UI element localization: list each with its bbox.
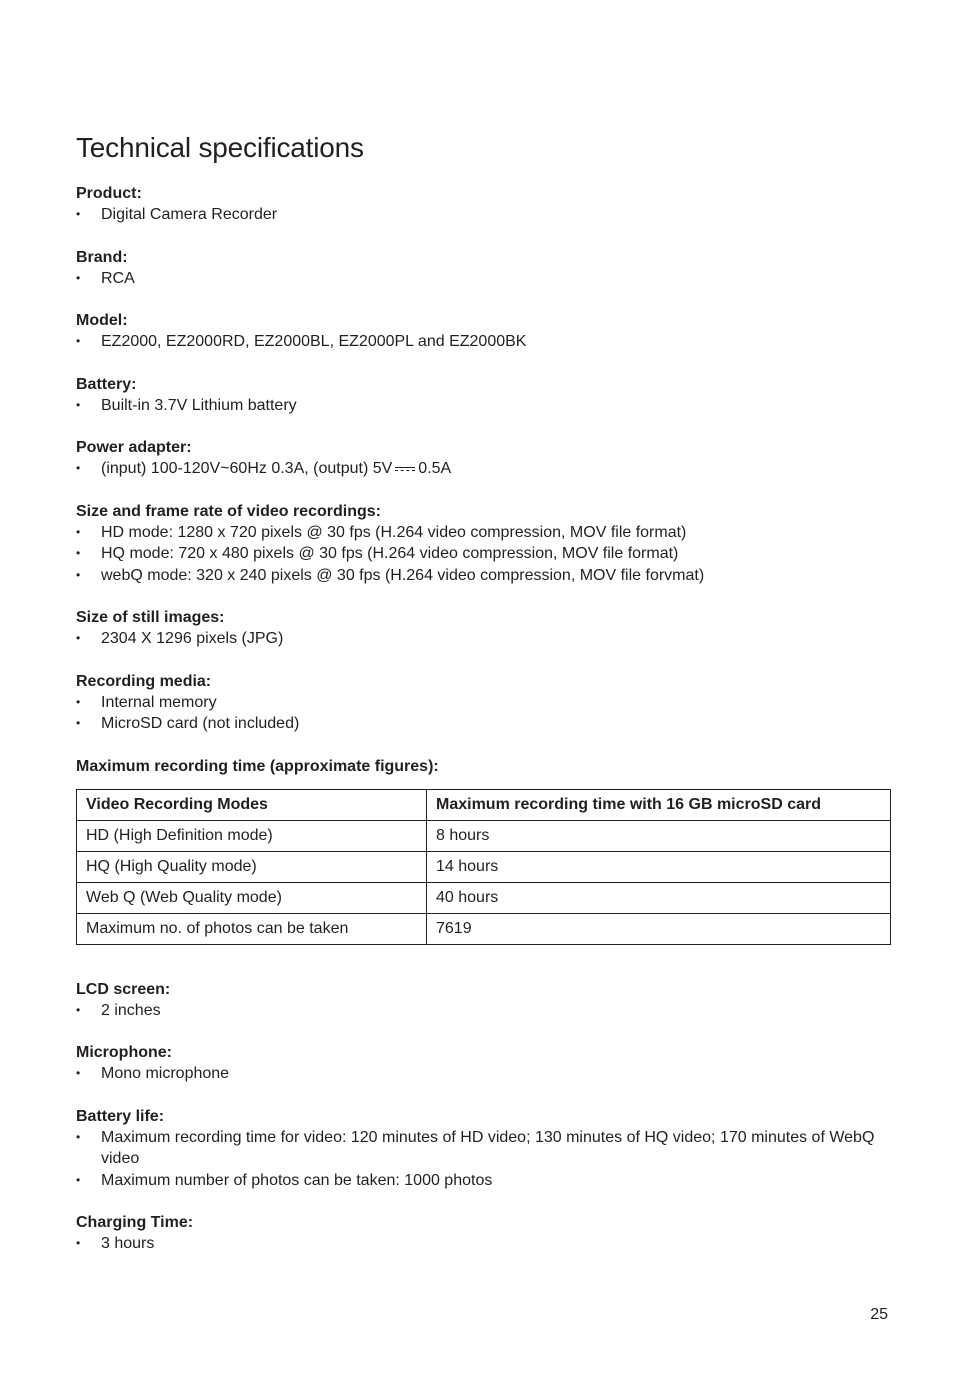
bullet-list [76,628,891,650]
list-item: • 2304 X 1296 pixels (JPG) [76,628,891,650]
list-item: • EZ2000, EZ2000RD, EZ2000BL, EZ2000PL and EZ2000BK [76,331,891,353]
page-title: Technical specifications [76,132,364,163]
section-title: Size of still images: [76,609,225,626]
table-row [77,820,891,851]
list-item: • webQ mode: 320 x 240 pixels @ 30 fps (H.264 video compression, MOV file forvmat) [76,565,891,587]
bullet-list [76,268,891,290]
section-title: Charging Time: [76,1214,194,1231]
power-output-text: 0.5A [418,460,452,477]
section-title: Battery: [76,375,137,393]
table-cell: 14 hours [427,851,891,882]
section-title: Power adapter: [76,439,192,456]
bullet-list [76,1063,891,1085]
list-item: • MicroSD card (not included) [76,713,891,735]
bullet-list [76,1127,891,1192]
section-title: Microphone: [76,1044,172,1061]
bullet-list [76,1000,891,1022]
section-title: LCD screen: [76,980,171,998]
table-cell: Web Q (Web Quality mode) [77,882,427,913]
table-cell: 8 hours [427,820,891,851]
list-item: • Mono microphone [76,1063,891,1085]
spec-section-charging-time [76,1212,891,1255]
list-item: • Digital Camera Recorder [76,204,891,226]
bullet-list [76,331,891,353]
list-item [76,458,891,480]
spec-section-recording-media [76,671,891,735]
list-item: • Internal memory [76,692,891,714]
table-cell: 7619 [427,913,891,944]
spec-section-lcd [76,979,891,1022]
table-cell: 40 hours [427,882,891,913]
bullet-list [76,204,891,226]
section-title: Model: [76,312,128,329]
list-item: • HD mode: 1280 x 720 pixels @ 30 fps (H.264 video compression, MOV file format) [76,522,891,544]
spec-section-battery-life [76,1106,891,1192]
spec-section-video-size [76,501,891,587]
list-item: • Maximum recording time for video: 120 minutes of HD video; 130 minutes of HQ video; 170 minutes of WebQ video [76,1127,891,1170]
section-title: Brand: [76,248,128,266]
list-item: • HQ mode: 720 x 480 pixels @ 30 fps (H.264 video compression, MOV file format) [76,543,891,565]
list-item: • Maximum number of photos can be taken: 1000 photos [76,1170,891,1192]
power-input-text: (input) 100-120V~60Hz 0.3A, (output) 5V [101,460,393,477]
spec-section-product [76,183,891,226]
list-item: • Built-in 3.7V Lithium battery [76,395,891,417]
bullet-list [76,692,891,735]
spec-section-battery [76,374,891,417]
section-title: Product: [76,185,142,202]
table-header-cell: Video Recording Modes [77,789,427,820]
table-row [77,851,891,882]
spec-page [76,128,891,1255]
section-title: Maximum recording time (approximate figures): [76,757,439,775]
table-cell: HD (High Definition mode) [77,820,427,851]
bullet-list [76,522,891,587]
table-header-row [77,789,891,820]
table-row [77,913,891,944]
spec-section-brand [76,247,891,290]
spec-section-microphone [76,1042,891,1085]
bullet-list [76,395,891,417]
spec-section-model [76,310,891,353]
table-row [77,882,891,913]
bullet-list [76,1233,891,1255]
page-number: 25 [870,1306,888,1323]
section-title: Recording media: [76,672,212,690]
recording-time-table [76,789,891,945]
spec-section-still-images [76,607,891,650]
spec-section-power-adapter [76,437,891,480]
section-title: Battery life: [76,1107,165,1125]
table-cell: HQ (High Quality mode) [77,851,427,882]
bullet-list [76,458,891,480]
table-cell: Maximum no. of photos can be taken [77,913,427,944]
list-item: • 3 hours [76,1233,891,1255]
dc-symbol-icon [395,467,415,471]
list-item: • RCA [76,268,891,290]
table-header-cell: Maximum recording time with 16 GB microSD card [427,789,891,820]
list-item: • 2 inches [76,1000,891,1022]
spec-section-recording-time [76,756,891,945]
section-title: Size and frame rate of video recordings: [76,502,381,520]
